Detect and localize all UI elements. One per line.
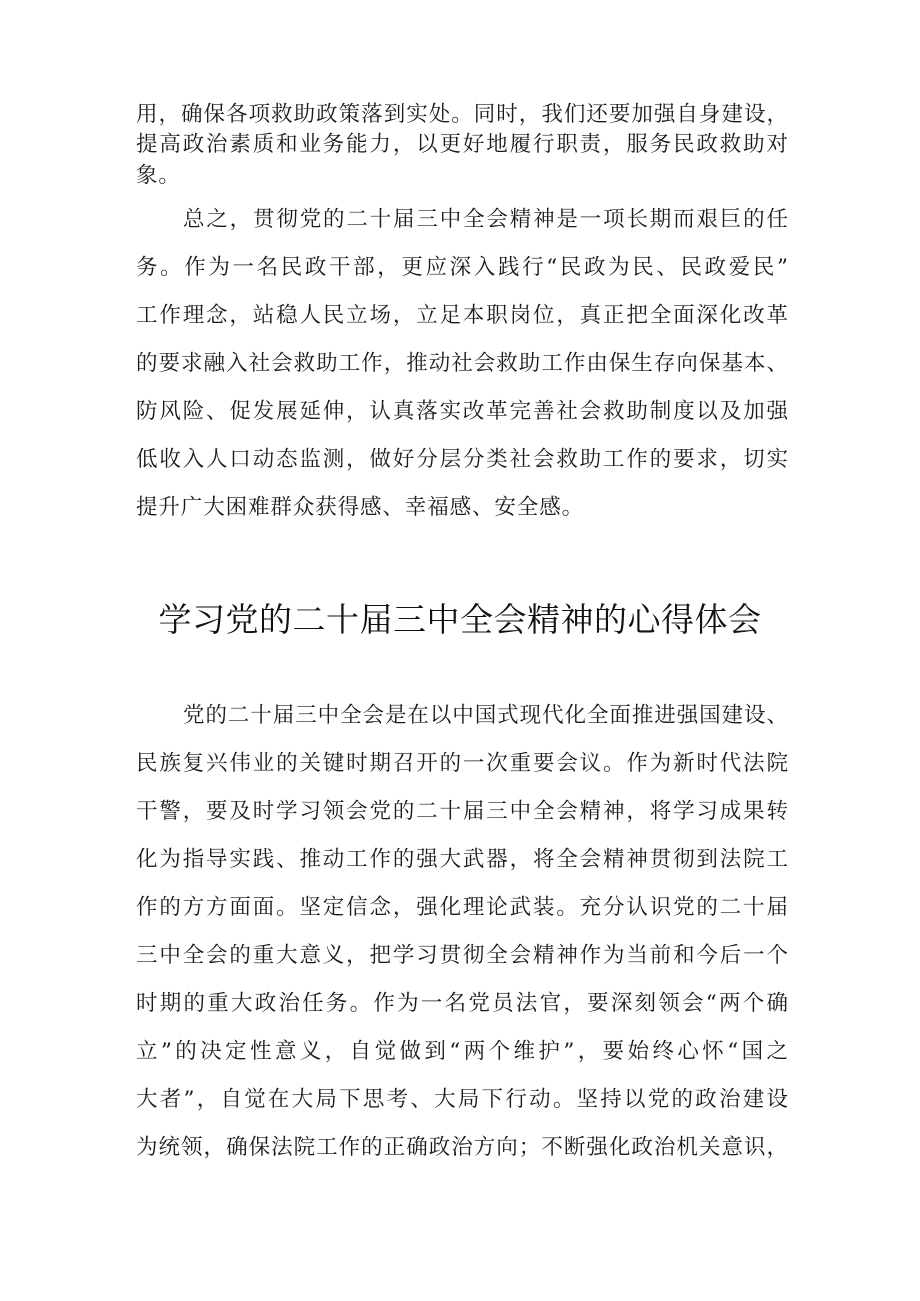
paragraph-line: 用，确保各项救助政策落到实处。同时，我们还要加强自身建设， <box>136 102 788 127</box>
paragraph-line: 总之，贯彻党的二十届三中全会精神是一项长期而艰巨的任 <box>183 207 788 232</box>
paragraph-line: 的要求融入社会救助工作，推动社会救助工作由保生存向保基本、 <box>136 351 788 376</box>
paragraph-line: 防风险、促发展延伸，认真落实改革完善社会救助制度以及加强 <box>136 399 788 424</box>
paragraph-line: 低收入人口动态监测，做好分层分类社会救助工作的要求，切实 <box>136 447 788 472</box>
paragraph-line: 民族复兴伟业的关键时期召开的一次重要会议。作为新时代法院 <box>136 751 788 776</box>
paragraph-line: 三中全会的重大意义，把学习贯彻全会精神作为当前和今后一个 <box>136 943 788 968</box>
paragraph-line: 作的方方面面。坚定信念，强化理论武装。充分认识党的二十届 <box>136 895 788 920</box>
paragraph-line: 象。 <box>136 163 181 188</box>
paragraph-line: 干警，要及时学习领会党的二十届三中全会精神，将学习成果转 <box>136 799 788 824</box>
paragraph-line: 为统领，确保法院工作的正确政治方向；不断强化政治机关意识， <box>136 1135 788 1160</box>
paragraph-line: 党的二十届三中全会是在以中国式现代化全面推进强国建设、 <box>183 703 788 728</box>
page-title: 学习党的二十届三中全会精神的心得体会 <box>158 600 762 639</box>
paragraph-line: 化为指导实践、推动工作的强大武器，将全会精神贯彻到法院工 <box>136 847 788 872</box>
paragraph-line: 提高政治素质和业务能力，以更好地履行职责，服务民政救助对 <box>136 132 788 157</box>
paragraph-line: 提升广大困难群众获得感、幸福感、安全感。 <box>136 495 585 520</box>
paragraph-line: 大者”，自觉在大局下思考、大局下行动。坚持以党的政治建设 <box>136 1087 788 1112</box>
paragraph-line: 时期的重大政治任务。作为一名党员法官，要深刻领会“两个确 <box>136 991 788 1016</box>
paragraph-line: 立”的决定性意义，自觉做到“两个维护”，要始终心怀“国之 <box>136 1039 788 1064</box>
paragraph-line: 务。作为一名民政干部，更应深入践行“民政为民、民政爱民” <box>136 255 788 280</box>
paragraph-line: 工作理念，站稳人民立场，立足本职岗位，真正把全面深化改革 <box>136 303 788 328</box>
